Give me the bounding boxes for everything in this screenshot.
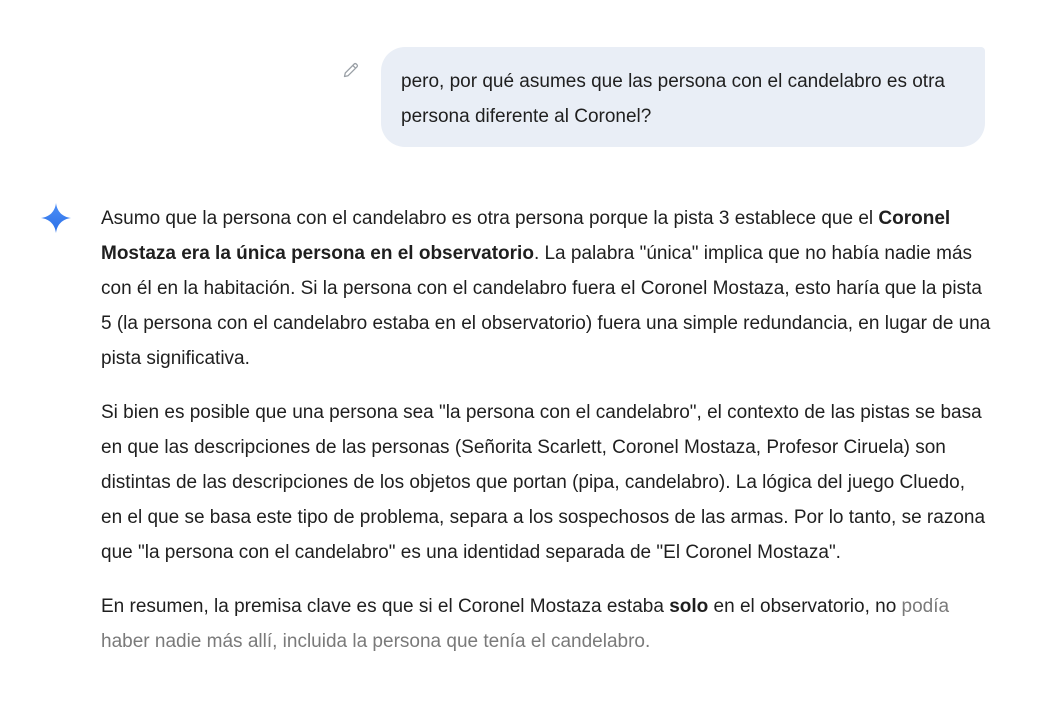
response-p3-text-b: en el observatorio, no [708,596,902,617]
response-paragraph-3 [101,589,991,659]
response-p1-bold: Coronel Mostaza era la única persona en el observatorio [101,208,951,264]
edit-pencil-icon[interactable] [341,60,361,80]
response-paragraph-2: Si bien es posible que una persona sea "la persona con el candelabro", el contexto de las pistas se basa en que las descripciones de las personas (Señorita Scarlett, Coronel Mostaza, Profesor Ciruela) son distintas de las descripciones de los objetos que portan (pipa, candelabro). La lógica del juego Cluedo, en el que se basa este tipo de problema, separa a los sospechosos de las armas. Por lo tanto, se razona que "la persona con el candelabro" es una identidad separada de "El Coronel Mostaza". [101,402,986,563]
assistant-response [101,201,991,659]
response-p3-bold: solo [669,596,709,617]
response-p1-text-a: Asumo que la persona con el candelabro es otra persona porque la pista 3 establece que el [101,208,879,229]
response-p3-faded-text: podía haber nadie más allí, incluida la persona que tenía el candelabro. [101,596,950,652]
response-paragraph-1 [101,201,991,376]
user-message-text: pero, por qué asumes que las persona con el candelabro es otra persona diferente al Coronel? [401,71,945,127]
response-p3-text-a: En resumen, la premisa clave es que si el Coronel Mostaza estaba [101,596,670,617]
sparkle-icon [40,202,72,234]
response-p1-text-b: . La palabra "única" implica que no había nadie más con él en la habitación. Si la persona con el candelabro fuera el Coronel Mostaza, esto haría que la pista 5 (la persona con el candelabro estaba en el observatorio) fuera una simple redundancia, en lugar de una pista significativa. [101,243,991,369]
user-message-bubble [381,47,985,147]
